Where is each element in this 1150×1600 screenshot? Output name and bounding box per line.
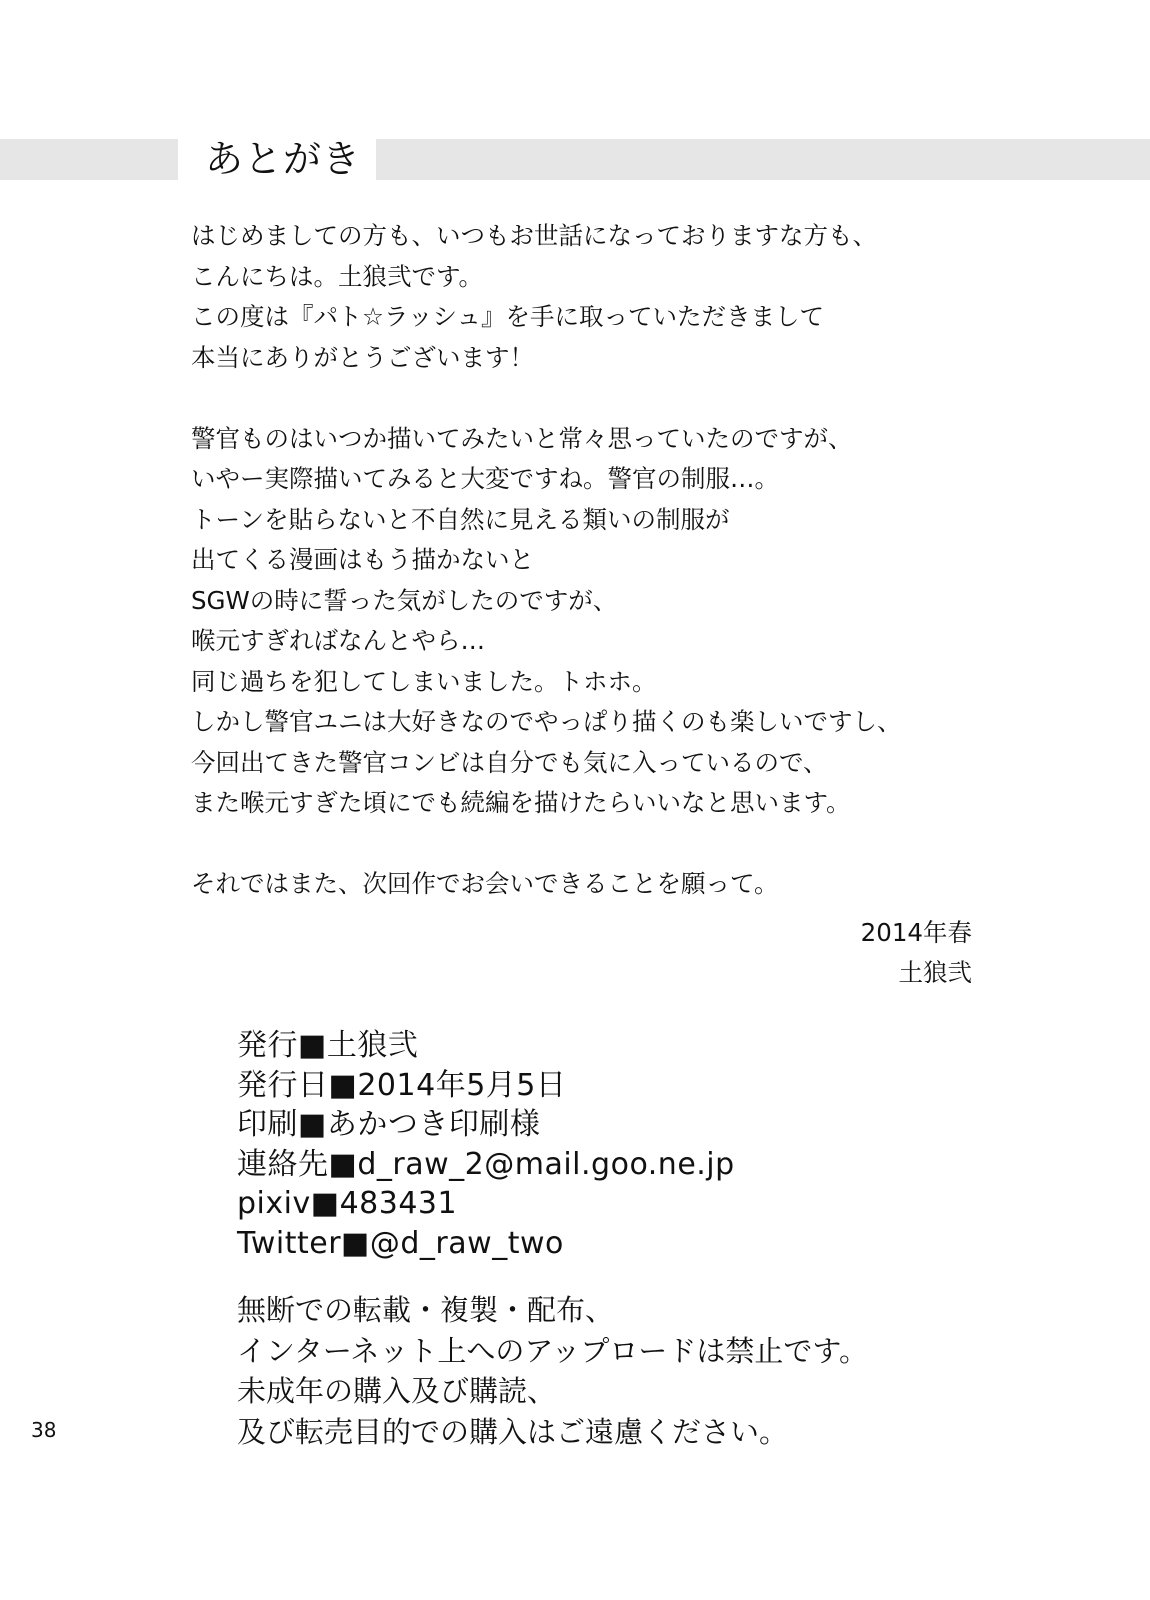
signature-author: 土狼弐 <box>898 958 972 987</box>
page-number: 38 <box>31 1418 57 1442</box>
paragraph-break <box>191 378 1091 419</box>
copyright-notice <box>237 1290 1057 1452</box>
afterword-line: 警官ものはいつか描いてみたいと常々思っていたのですが、 <box>191 423 853 453</box>
afterword-line: 出てくる漫画はもう描かないと <box>191 545 534 574</box>
afterword-line: こんにちは。土狼弐です。 <box>191 261 484 291</box>
colophon-pixiv: pixiv■483431 <box>237 1186 458 1221</box>
paragraph-break <box>191 824 1091 865</box>
afterword-line: はじめましての方も、いつもお世話になっておりますな方も、 <box>191 221 877 250</box>
afterword-line: 同じ過ちを犯してしまいました。トホホ。 <box>191 666 657 696</box>
signature-block <box>861 913 972 993</box>
afterword-line: トーンを貼らないと不自然に見える類いの制服が <box>191 504 730 534</box>
afterword-line: SGWの時に誓った気がしたのですが、 <box>191 585 618 615</box>
afterword-line: しかし警官ユニは大好きなのでやっぱり描くのも楽しいですし、 <box>191 707 902 736</box>
heading-bar-right <box>376 139 1150 180</box>
colophon-publisher: 発行■土狼弐 <box>237 1028 419 1063</box>
colophon <box>237 1026 1037 1263</box>
page-title: あとがき <box>205 137 362 181</box>
afterword-line: いやー実際描いてみると大変ですね。警官の制服…。 <box>191 464 779 493</box>
colophon-twitter: Twitter■@d_raw_two <box>237 1225 564 1261</box>
notice-line: 未成年の購入及び購読、 <box>237 1374 557 1408</box>
afterword-body <box>191 216 1091 905</box>
afterword-line: 喉元すぎればなんとやら… <box>191 626 485 655</box>
afterword-line: また喉元すぎた頃にでも続編を描けたらいいなと思います。 <box>191 788 851 817</box>
colophon-publish-date: 発行日■2014年5月5日 <box>237 1067 567 1103</box>
colophon-contact: 連絡先■d_raw_2@mail.goo.ne.jp <box>237 1146 735 1182</box>
notice-line: 及び転売目的での購入はご遠慮ください。 <box>237 1414 789 1449</box>
afterword-line: この度は『パト☆ラッシュ』を手に取っていただきまして <box>191 302 824 331</box>
afterword-line: 本当にありがとうございます！ <box>191 342 534 372</box>
heading-bar-left <box>0 139 178 180</box>
notice-line: インターネット上へのアップロードは禁止です。 <box>237 1333 869 1368</box>
colophon-printer: 印刷■あかつき印刷様 <box>237 1107 541 1142</box>
notice-line: 無断での転載・複製・配布、 <box>237 1293 615 1327</box>
afterword-line: それではまた、次回作でお会いできることを願って。 <box>191 869 779 898</box>
afterword-line: 今回出てきた警官コンビは自分でも気に入っているので、 <box>191 747 828 777</box>
signature-date: 2014年春 <box>860 918 972 947</box>
